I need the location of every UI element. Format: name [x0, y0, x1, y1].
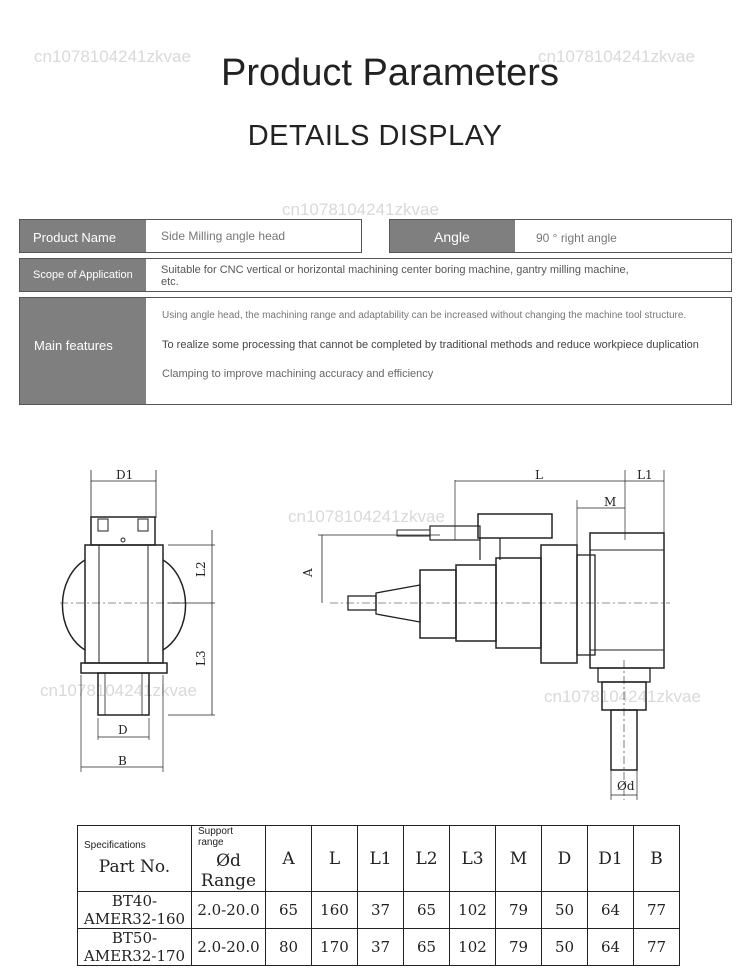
part-no-header [78, 826, 192, 892]
value-cell: 50 [542, 892, 588, 929]
value-cell: 102 [450, 929, 496, 966]
watermark-text: cn1078104241zkvae [34, 47, 191, 66]
features-label-cell [20, 298, 146, 404]
product-name-value: Side Milling angle head [161, 229, 286, 243]
support-label: Support [198, 826, 234, 837]
angle-row [389, 219, 732, 253]
range-header [192, 826, 266, 892]
dim-label-l2: L2 [194, 561, 208, 577]
technical-drawing [0, 430, 750, 810]
angle-label-cell [390, 220, 515, 252]
column-header: L3 [450, 826, 496, 892]
watermark-text: cn1078104241zkvae [544, 687, 701, 706]
scope-value-line-2: etc. [161, 276, 179, 288]
part-no-label: Part No. [98, 857, 171, 877]
value-cell: 80 [266, 929, 312, 966]
table-row [78, 929, 680, 966]
product-name-row [19, 219, 362, 253]
spec-table [77, 825, 680, 966]
column-header: L [312, 826, 358, 892]
range-cell: 2.0-20.0 [192, 929, 266, 966]
dim-label-a: A [301, 568, 315, 577]
scope-label-cell [20, 259, 146, 291]
watermark-text: cn1078104241zkvae [288, 507, 445, 526]
column-header: A [266, 826, 312, 892]
dim-label-d: D [118, 723, 128, 737]
feature-item: To realize some processing that cannot be completed by traditional methods and reduce workpiece duplication [162, 339, 699, 351]
page-title: Product Parameters [221, 52, 559, 94]
value-cell: 170 [312, 929, 358, 966]
value-cell: 64 [588, 892, 634, 929]
range-cell: 2.0-20.0 [192, 892, 266, 929]
value-cell: 50 [542, 929, 588, 966]
value-cell: 64 [588, 929, 634, 966]
dim-label-m: M [604, 495, 617, 509]
value-cell: 37 [358, 929, 404, 966]
product-name-label-cell [20, 220, 146, 252]
specifications-label: Specifications [84, 840, 146, 851]
dim-label-l1: L1 [637, 468, 653, 482]
watermark-text: cn1078104241zkvae [538, 47, 695, 66]
part-number-cell: BT40-AMER32-160 [78, 892, 192, 929]
spec-table-header-row [78, 826, 680, 892]
column-header: L1 [358, 826, 404, 892]
value-cell: 37 [358, 892, 404, 929]
feature-item: Using angle head, the machining range and adaptability can be increased without changing the machine tool structure. [162, 310, 687, 321]
scope-value-line-1: Suitable for CNC vertical or horizontal machining center boring machine, gantry milling machine, [161, 264, 629, 276]
product-name-label: Product Name [33, 230, 117, 245]
value-cell: 160 [312, 892, 358, 929]
scope-label: Scope of Application [33, 269, 133, 281]
column-header: L2 [404, 826, 450, 892]
angle-label: Angle [434, 229, 470, 245]
dim-label-b: B [118, 754, 127, 768]
column-header: D [542, 826, 588, 892]
dim-label-d1: D1 [116, 468, 134, 482]
scope-row [19, 258, 732, 292]
part-number-cell: BT50-AMER32-170 [78, 929, 192, 966]
watermark-text: cn1078104241zkvae [282, 200, 439, 219]
features-row [19, 297, 732, 405]
value-cell: 65 [404, 929, 450, 966]
feature-item: Clamping to improve machining accuracy and efficiency [162, 368, 434, 380]
dim-label-l: L [535, 468, 543, 482]
column-header: D1 [588, 826, 634, 892]
value-cell: 65 [404, 892, 450, 929]
side-view-drawing [318, 470, 670, 800]
value-cell: 79 [496, 929, 542, 966]
value-cell: 79 [496, 892, 542, 929]
value-cell: 77 [634, 892, 680, 929]
watermark-text: cn1078104241zkvae [40, 681, 197, 700]
table-row [78, 892, 680, 929]
value-cell: 77 [634, 929, 680, 966]
page-subtitle: DETAILS DISPLAY [247, 120, 503, 152]
angle-value: 90 ° right angle [536, 231, 617, 245]
dim-label-od: Ød [617, 779, 635, 793]
range-label: range [198, 837, 224, 848]
value-cell: 65 [266, 892, 312, 929]
value-cell: 102 [450, 892, 496, 929]
column-header: M [496, 826, 542, 892]
features-label: Main features [34, 338, 113, 353]
front-view-drawing [60, 470, 215, 772]
od-range-label: Ød Range [200, 851, 257, 891]
column-header: B [634, 826, 680, 892]
dim-label-l3: L3 [194, 650, 208, 666]
